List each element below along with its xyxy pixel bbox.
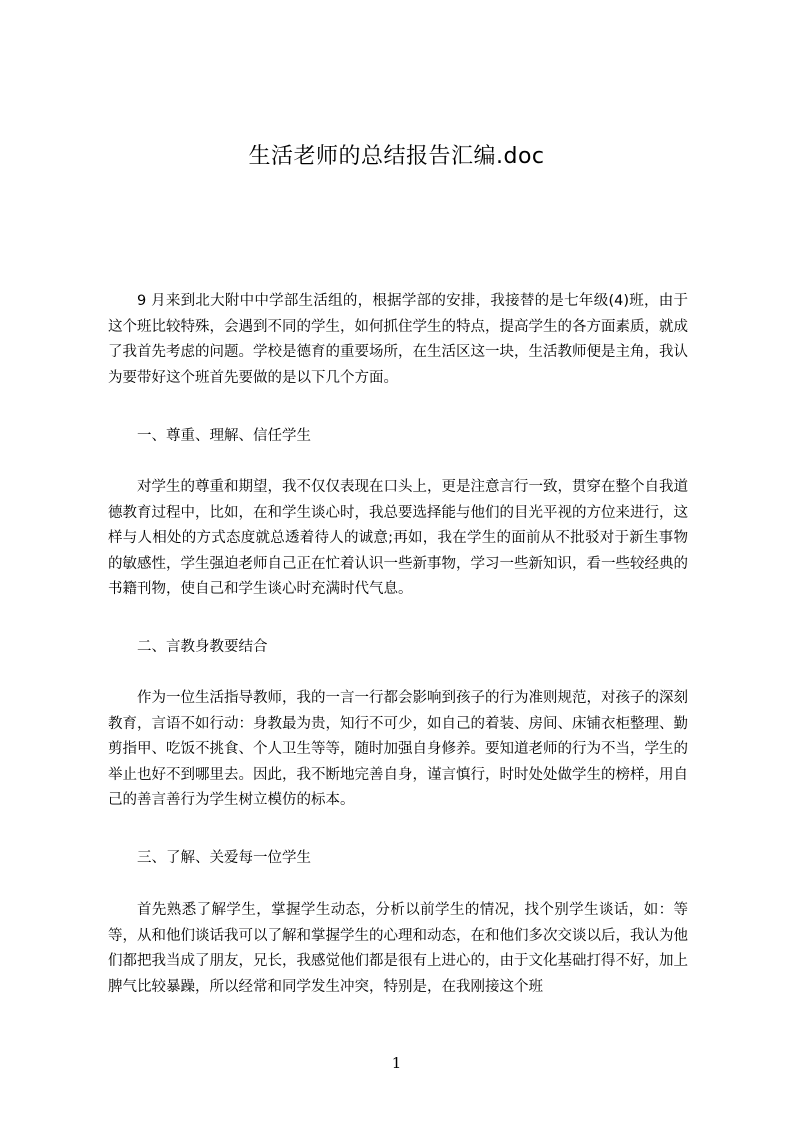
section-3-heading: 三、了解、关爱每一位学生 (137, 850, 311, 866)
section-3-heading-block (108, 846, 688, 872)
section-2-heading: 二、言教身教要结合 (137, 639, 268, 655)
intro-paragraph-block (108, 289, 688, 391)
section-1-heading-block (108, 424, 688, 450)
section-1-paragraph-block (108, 475, 688, 603)
section-1-paragraph: 对学生的尊重和期望，我不仅仅表现在口头上，更是注意言行一致，贯穿在整个自我道德教育过程中，比如，在和学生谈心时，我总要选择能与他们的目光平视的方位来进行，这样与人相处的方式态度就总透着待人的诚意;再如，我在学生的面前从不批驳对于新生事物的敏感性，学生强迫老师自己正在忙着认识一些新事物，学习一些新知识，看一些较经典的书籍刊物，使自己和学生谈心时充满时代气息。 (108, 479, 688, 597)
document-title: 生活老师的总结报告汇编.doc (248, 144, 545, 169)
section-2-paragraph: 作为一位生活指导教师，我的一言一行都会影响到孩子的行为准则规范，对孩子的深刻教育，言语不如行动：身教最为贵，知行不可少，如自己的着装、房间、床铺衣柜整理、勤剪指甲、吃饭不挑食、个人卫生等等，随时加强自身修养。要知道老师的行为不当，学生的举止也好不到哪里去。因此，我不断地完善自身，谨言慎行，时时处处做学生的榜样，用自己的善言善行为学生树立模仿的标本。 (108, 690, 688, 808)
section-2-heading-block (108, 635, 688, 661)
intro-paragraph: 9 月来到北大附中中学部生活组的，根据学部的安排，我接替的是七年级(4)班，由于这个班比较特殊，会遇到不同的学生，如何抓住学生的特点，提高学生的各方面素质，就成了我首先考虑的问题。学校是德育的重要场所，在生活区这一块，生活教师便是主角，我认为要带好这个班首先要做的是以下几个方面。 (108, 293, 688, 386)
section-3-paragraph: 首先熟悉了解学生，掌握学生动态，分析以前学生的情况，找个别学生谈话，如：等等，从和他们谈话我可以了解和掌握学生的心理和动态，在和他们多次交谈以后，我认为他们都把我当成了朋友，兄长，我感觉他们都是很有上进心的，由于文化基础打得不好，加上脾气比较暴躁，所以经常和同学发生冲突，特别是，在我刚接这个班 (108, 902, 688, 995)
section-3-paragraph-block (108, 898, 688, 1000)
section-1-heading: 一、尊重、理解、信任学生 (137, 428, 311, 444)
page-number: 1 (391, 1054, 402, 1072)
section-2-paragraph-block (108, 686, 688, 814)
